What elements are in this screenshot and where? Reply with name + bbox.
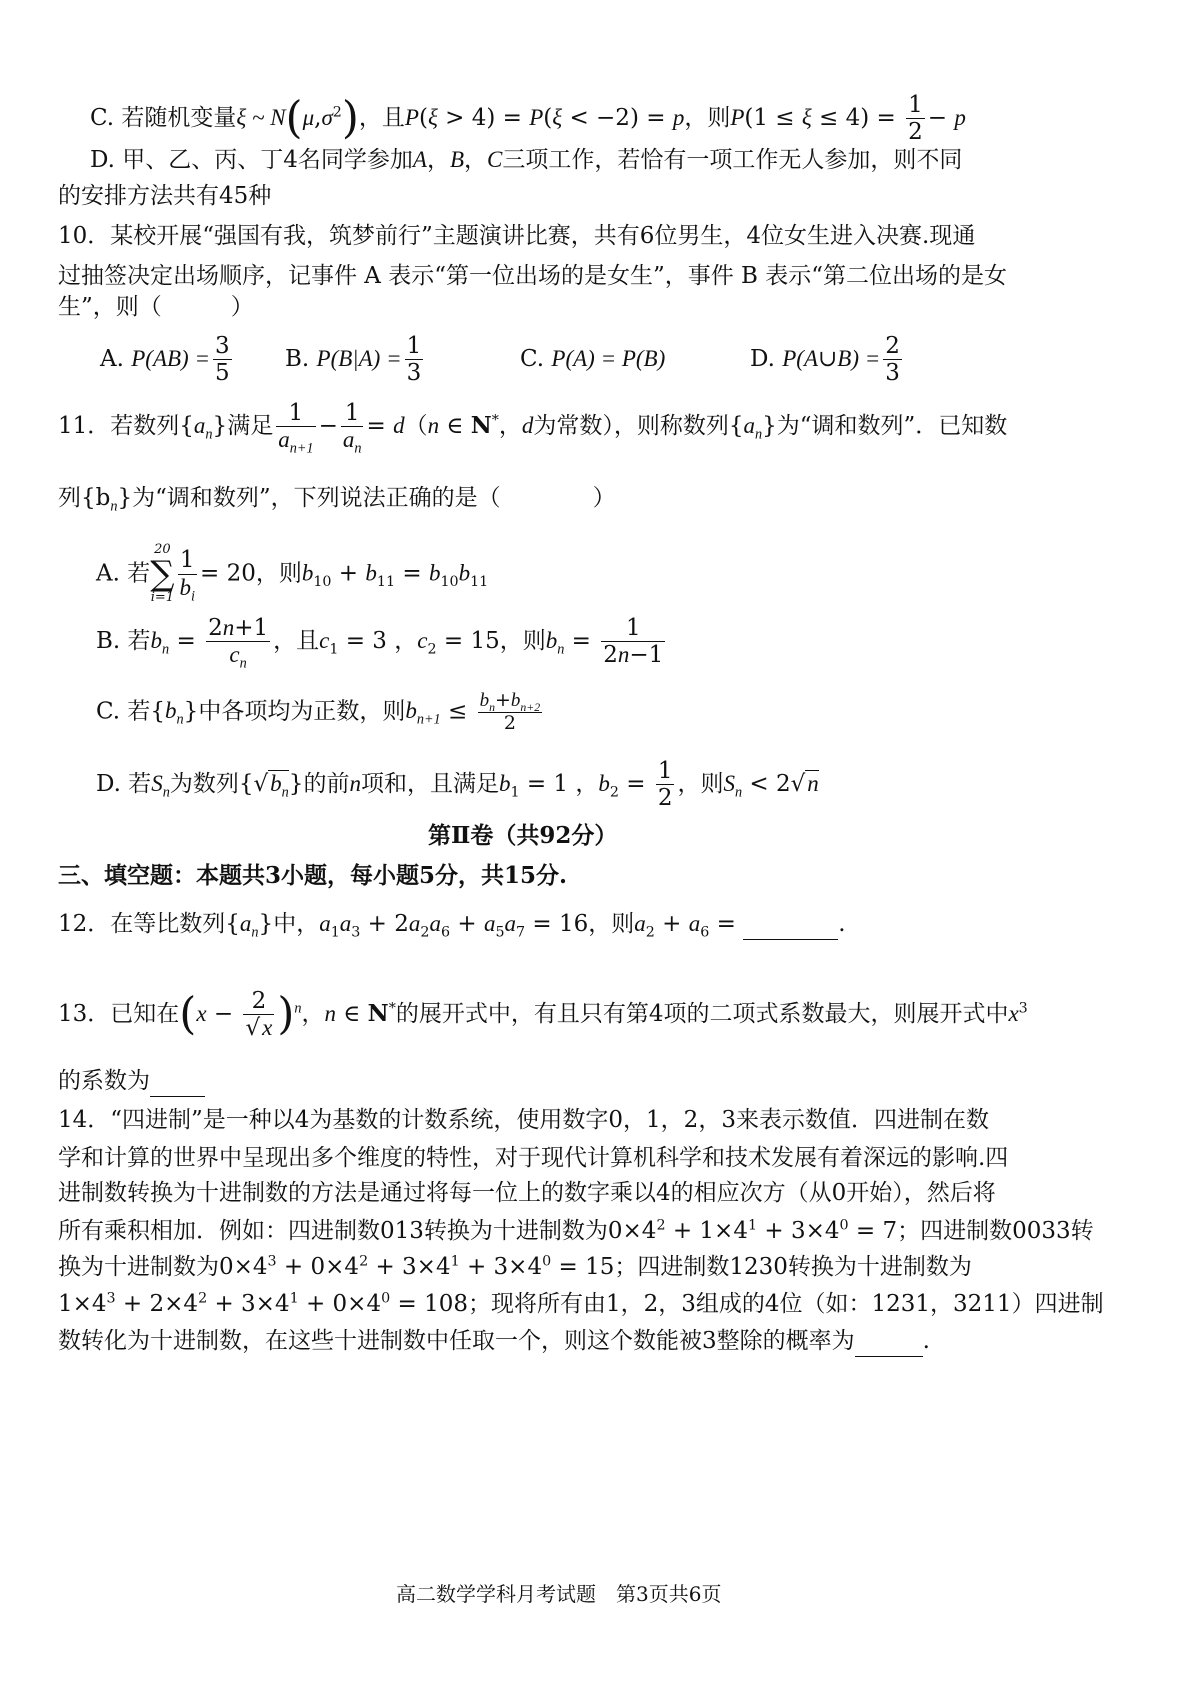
q12: 12．在等比数列$\{a_n\}$中，$a_1a_3 + 2a_2a_6 + a_5a_7 = 16$，则$a_2 + a_6$ = . <box>58 911 846 941</box>
q10-option-a: A. P(AB) = $\frac{3}{5}$ <box>100 333 230 387</box>
q14-line2: 学和计算的世界中呈现出多个维度的特性，对于现代计算机科学和技术发展有着深远的影响.四 <box>58 1145 1009 1171</box>
q9-option-c: C. 若随机变量ξ ~ $N(\mu,\sigma^2)$，且P(ξ > 4) = P(ξ < −2) = p，则P(1 ≤ ξ ≤ 4) = $\frac{1}{2}$ − p <box>90 92 966 146</box>
q14-line4: 所有乘积相加．例如：四进制数013转换为十进制数为$0\times 4^2 + 1\times 4^1 + 3\times 4^0 = 7$；四进制数0033转 <box>58 1217 1094 1244</box>
q11-option-c: C. 若$\{b_n\}$中各项均为正数，则$b_{n+1}$ ≤ $\frac{b_n+b_{n+2}}{2}$ <box>96 689 541 734</box>
fraction: $\frac{1}{2}$ <box>908 92 923 146</box>
q14-line3: 进制数转换为十进制数的方法是通过将每一位上的数字乘以4的相应次方（从0开始），然后将 <box>58 1180 996 1206</box>
q11-option-d: D. 若$S_n$为数列$\{√b_n\}$的前n项和，且满足$b_1 = 1$ ，$b_2$ = $\frac{1}{2}$ ，则$S_n < 2√n$ <box>96 758 819 812</box>
answer-blank <box>150 1068 205 1097</box>
q11-option-a: A. 若 20 ∑ i=1 $\frac{1}{b_i}$ = 20，则$b_{10} + b_{11} = b_{10}b_{11}$ <box>96 542 489 606</box>
q10-stem-line1: 10．某校开展“强国有我，筑梦前行”主题演讲比赛，共有6位男生，4位女生进入决赛.现通 <box>58 223 976 249</box>
page-footer: 高二数学学科月考试题 第3页共6页 <box>396 1582 722 1606</box>
part2-title: 第Ⅱ卷（共92分） <box>428 822 618 849</box>
section3-title: 三、填空题：本题共3小题，每小题5分，共15分. <box>58 862 568 889</box>
q11-option-b: B. 若$b_n$ = $\frac{2n+1}{c_n}$ ，且$c_1 = 3$ ，$c_2 = 15$，则$b_n$ = $\frac{1}{2n-1}$ <box>96 615 664 673</box>
q10-options <box>100 333 905 387</box>
q9-option-d-line2: 的安排方法共有45种 <box>58 183 272 209</box>
q10-stem-line3: 生”，则（ ） <box>58 294 254 320</box>
q11-stem-line2: 列$\{b_n\}$为“调和数列”，下列说法正确的是（ ） <box>58 485 616 515</box>
answer-blank <box>743 911 838 940</box>
option-label: C. <box>90 104 115 131</box>
q14-line7: 数转化为十进制数，在这些十进制数中任取一个，则这个数能被3整除的概率为 . <box>58 1328 930 1357</box>
q14-line6: $1\times 4^3 + 2\times 4^2 + 3\times 4^1 + 0\times 4^0 = 108$；现将所有由1，2，3组成的4位（如：1231，3211）四进制 <box>58 1290 1104 1317</box>
q10-option-b: B. P(B|A) = $\frac{1}{3}$ <box>285 333 422 387</box>
q11-stem-line1: 11．若数列$\{a_n\}$满足 $\frac{1}{a_{n+1}}$ − $\frac{1}{a_n}$ = d（n ∈ N*，d为常数），则称数列$\{a_n\}$为“调和数列”．已知数 <box>58 400 1008 458</box>
answer-blank <box>855 1328 923 1357</box>
q10-option-c: C. P(A) = P(B) <box>520 345 666 372</box>
q14-line5: 换为十进制数为$0\times 4^3 + 0\times 4^2 + 3\times 4^1 + 3\times 4^0 = 15$；四进制数1230转换为十进制数为 <box>58 1253 972 1280</box>
q10-option-d: D. P(A∪B) = $\frac{2}{3}$ <box>750 333 900 387</box>
q13-line2: 的系数为 <box>58 1068 205 1097</box>
q13-line1: 13．已知在(x − $\frac{2}{√x}$ )$^n$，n ∈ N*的展开式中，有且只有第4项的二项式系数最大，则展开式中$x^3$ <box>58 988 1028 1042</box>
q14-line1: 14．“四进制”是一种以4为基数的计数系统，使用数字0，1，2，3来表示数值．四进制在数 <box>58 1107 989 1133</box>
q10-stem-line2: 过抽签决定出场顺序，记事件 A 表示“第一位出场的是女生”，事件 B 表示“第二位出场的是女 <box>58 263 1008 289</box>
q9-option-d-line1: D. 甲、乙、丙、丁4名同学参加A，B，C三项工作，若恰有一项工作无人参加，则不同 <box>90 147 963 173</box>
